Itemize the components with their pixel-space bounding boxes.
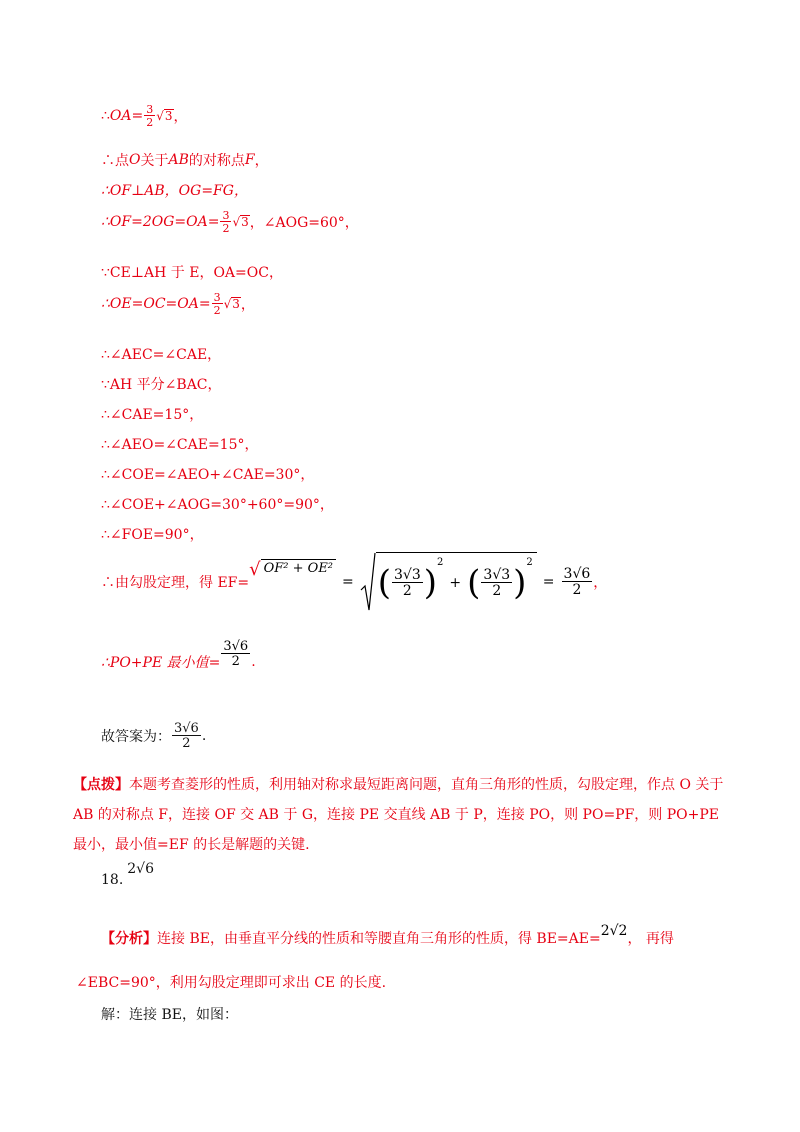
- line-sum-90: ∴∠COE+∠AOG=30°+60°=90°，: [101, 497, 334, 513]
- line-coe-30: ∴∠COE=∠AEO+∠CAE=30°，: [101, 467, 315, 483]
- line-oe-equals: ∴OE=OC=OA= $\frac{3}{2}$ √ 3 ，: [101, 291, 255, 317]
- fraction-three-halves: $\frac{3}{2}$: [146, 103, 154, 129]
- fraction-three-halves: $\frac{3}{2}$: [222, 209, 230, 235]
- line-min-value: ∴PO+PE 最小值= $\frac{3√6}{2}$ .: [101, 639, 256, 671]
- sqrt-3: √ 3: [232, 214, 249, 229]
- line-symmetric-point: ∴点 O 关于 AB 的对称点 F ，: [101, 152, 269, 169]
- equation-ef: ∴由勾股定理，得 EF= √ OF² + OE² = ( $\frac{3√3}{2}$ ) 2 + ( $\frac{3√3}{2}$ ) 2 = $\frac{3√6}{2}$ ，: [101, 552, 607, 612]
- line-answer: 故答案为： $\frac{3√6}{2}$ .: [101, 721, 207, 751]
- line-aeo-15: ∴∠AEO=∠CAE=15°，: [101, 437, 259, 453]
- line-oa: ∴ OA = $\frac{3}{2}$ √ 3 ，: [101, 103, 188, 129]
- line-aec: ∴∠AEC=∠CAE，: [101, 347, 222, 363]
- analysis-line-1: 【分析】 连接 BE，由垂直平分线的性质和等腰直角三角形的性质，得 BE=AE= 2√2 ， 再得: [101, 923, 674, 947]
- note-paragraph: [73, 770, 733, 860]
- sqrt-of-oe: √ OF² + OE²: [249, 559, 336, 580]
- question-18: 18. 2√6: [101, 861, 155, 888]
- line-of-equals: ∴OF=2OG=OA= $\frac{3}{2}$ √ 3 ，∠AOG=60°，: [101, 209, 359, 235]
- be-ae-value: 2√2: [600, 923, 628, 939]
- line-ah-bisects: ∵AH 平分∠BAC，: [101, 377, 222, 393]
- note-tag: 【点拨】: [73, 777, 129, 793]
- radical-sign: [360, 552, 376, 612]
- line-of-perp-ab: ∴OF⊥AB，OG=FG，: [101, 183, 248, 199]
- solution-line: 解：连接 BE，如图：: [101, 1007, 238, 1023]
- note-text: 本题考查菱形的性质，利用轴对称求最短距离问题，直角三角形的性质，勾股定理，作点 O 关于 AB 的对称点 F，连接 OF 交 AB 于 G，连接 PE 交直线 AB 于 P，连接 PO，则 PO=PF，则 PO+PE 最小，最小值=EF 的长是解题的关键.: [73, 777, 724, 853]
- line-cae-15: ∴∠CAE=15°，: [101, 407, 204, 423]
- line-foe-90: ∴∠FOE=90°，: [101, 527, 204, 543]
- sqrt-3: √ 3: [156, 108, 173, 123]
- line-ce-perp-ah: ∵CE⊥AH 于 E，OA=OC，: [101, 265, 283, 281]
- q18-answer: 2√6: [127, 861, 155, 877]
- analysis-line-2: ∠EBC=90°，利用勾股定理即可求出 CE 的长度.: [76, 975, 387, 991]
- big-sqrt: ( $\frac{3√3}{2}$ ) 2 + ( $\frac{3√3}{2}$ ) 2: [360, 552, 537, 612]
- sqrt-3: √ 3: [223, 296, 240, 311]
- fraction-three-halves: $\frac{3}{2}$: [213, 291, 221, 317]
